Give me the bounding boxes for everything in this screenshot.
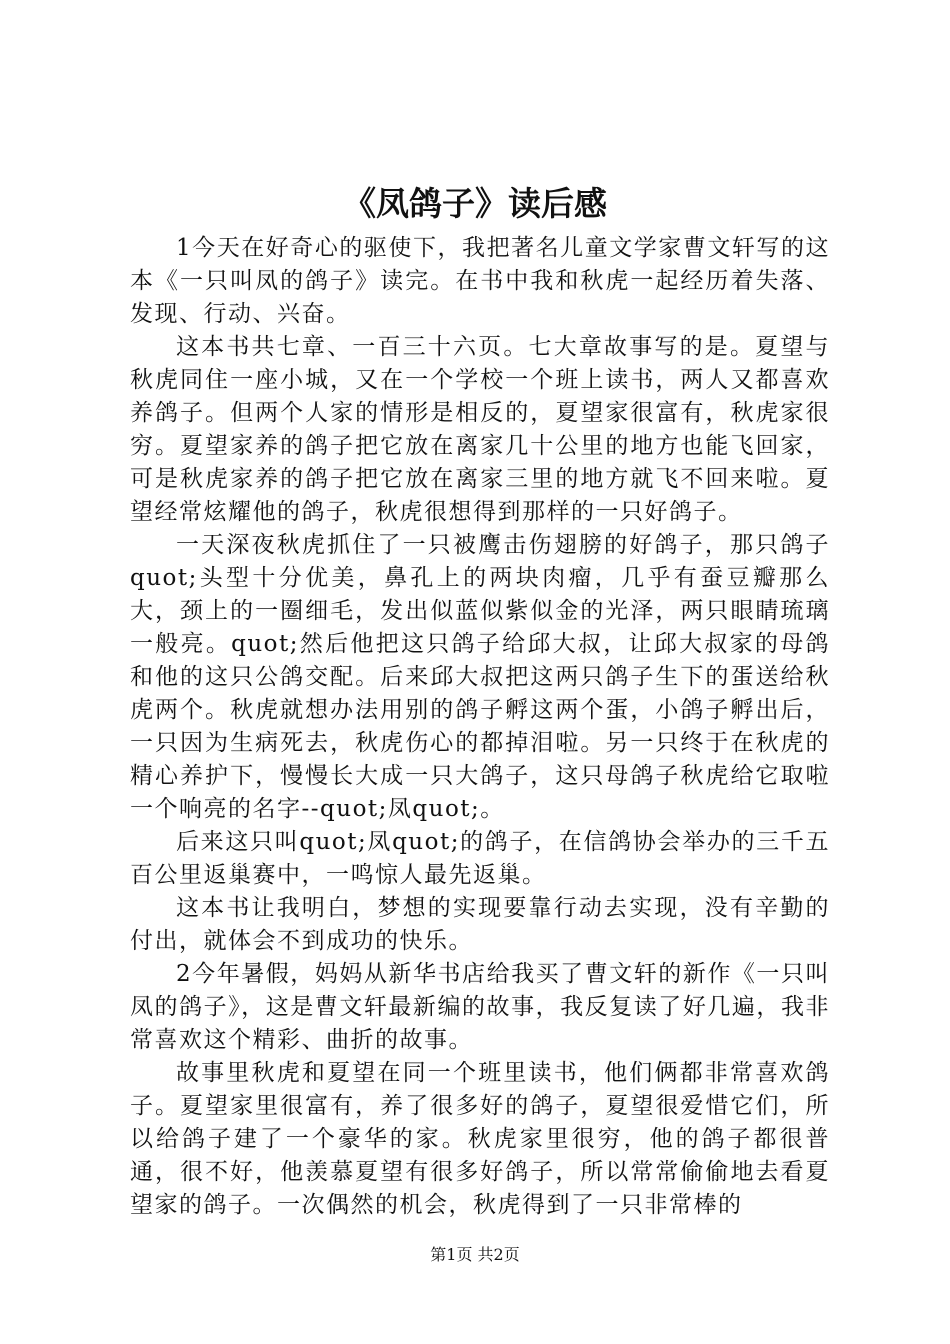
page-footer: 第1页 共2页 bbox=[430, 1245, 520, 1264]
document-body bbox=[130, 232, 830, 1222]
paragraph-2: 这本书共七章、一百三十六页。七大章故事写的是。夏望与秋虎同住一座小城，又在一个学校一个班上读书，两人又都喜欢养鸽子。但两个人家的情形是相反的，夏望家很富有，秋虎家很穷。夏望家养的鸽子把它放在离家几十公里的地方也能飞回家，可是秋虎家养的鸽子把它放在离家三里的地方就飞不回来啦。夏望经常炫耀他的鸽子，秋虎很想得到那样的一只好鸽子。 bbox=[130, 334, 830, 525]
paragraph-6: 2今年暑假，妈妈从新华书店给我买了曹文轩的新作《一只叫凤的鸽子》，这是曹文轩最新编的故事，我反复读了好几遍，我非常喜欢这个精彩、曲折的故事。 bbox=[130, 961, 830, 1053]
paragraph-4: 后来这只叫quot;凤quot;的鸽子，在信鸽协会举办的三千五百公里返巢赛中，一鸣惊人最先返巢。 bbox=[130, 829, 830, 888]
paragraph-7: 故事里秋虎和夏望在同一个班里读书，他们俩都非常喜欢鸽子。夏望家里很富有，养了很多好的鸽子，夏望很爱惜它们，所以给鸽子建了一个豪华的家。秋虎家里很穷，他的鸽子都很普通，很不好，他羡慕夏望有很多好鸽子，所以常常偷偷地去看夏望家的鸽子。一次偶然的机会，秋虎得到了一只非常棒的 bbox=[130, 1060, 830, 1218]
paragraph-5: 这本书让我明白，梦想的实现要靠行动去实现，没有辛勤的付出，就体会不到成功的快乐。 bbox=[130, 895, 830, 954]
paragraph-3: 一天深夜秋虎抓住了一只被鹰击伤翅膀的好鸽子，那只鸽子quot;头型十分优美，鼻孔上的两块肉瘤，几乎有蚕豆瓣那么大，颈上的一圈细毛，发出似蓝似紫似金的光泽，两只眼睛琉璃一般亮。quot;然后他把这只鸽子给邱大叔，让邱大叔家的母鸽和他的这只公鸽交配。后来邱大叔把这两只鸽子生下的蛋送给秋虎两个。秋虎就想办法用别的鸽子孵这两个蛋，小鸽子孵出后，一只因为生病死去，秋虎伤心的都掉泪啦。另一只终于在秋虎的精心养护下，慢慢长大成一只大鸽子，这只母鸽子秋虎给它取啦一个响亮的名字--quot;凤quot;。 bbox=[130, 532, 830, 822]
document-title: 《凤鸽子》读后感 bbox=[343, 184, 607, 223]
paragraph-1: 1今天在好奇心的驱使下，我把著名儿童文学家曹文轩写的这本《一只叫凤的鸽子》读完。在书中我和秋虎一起经历着失落、发现、行动、兴奋。 bbox=[130, 235, 830, 327]
